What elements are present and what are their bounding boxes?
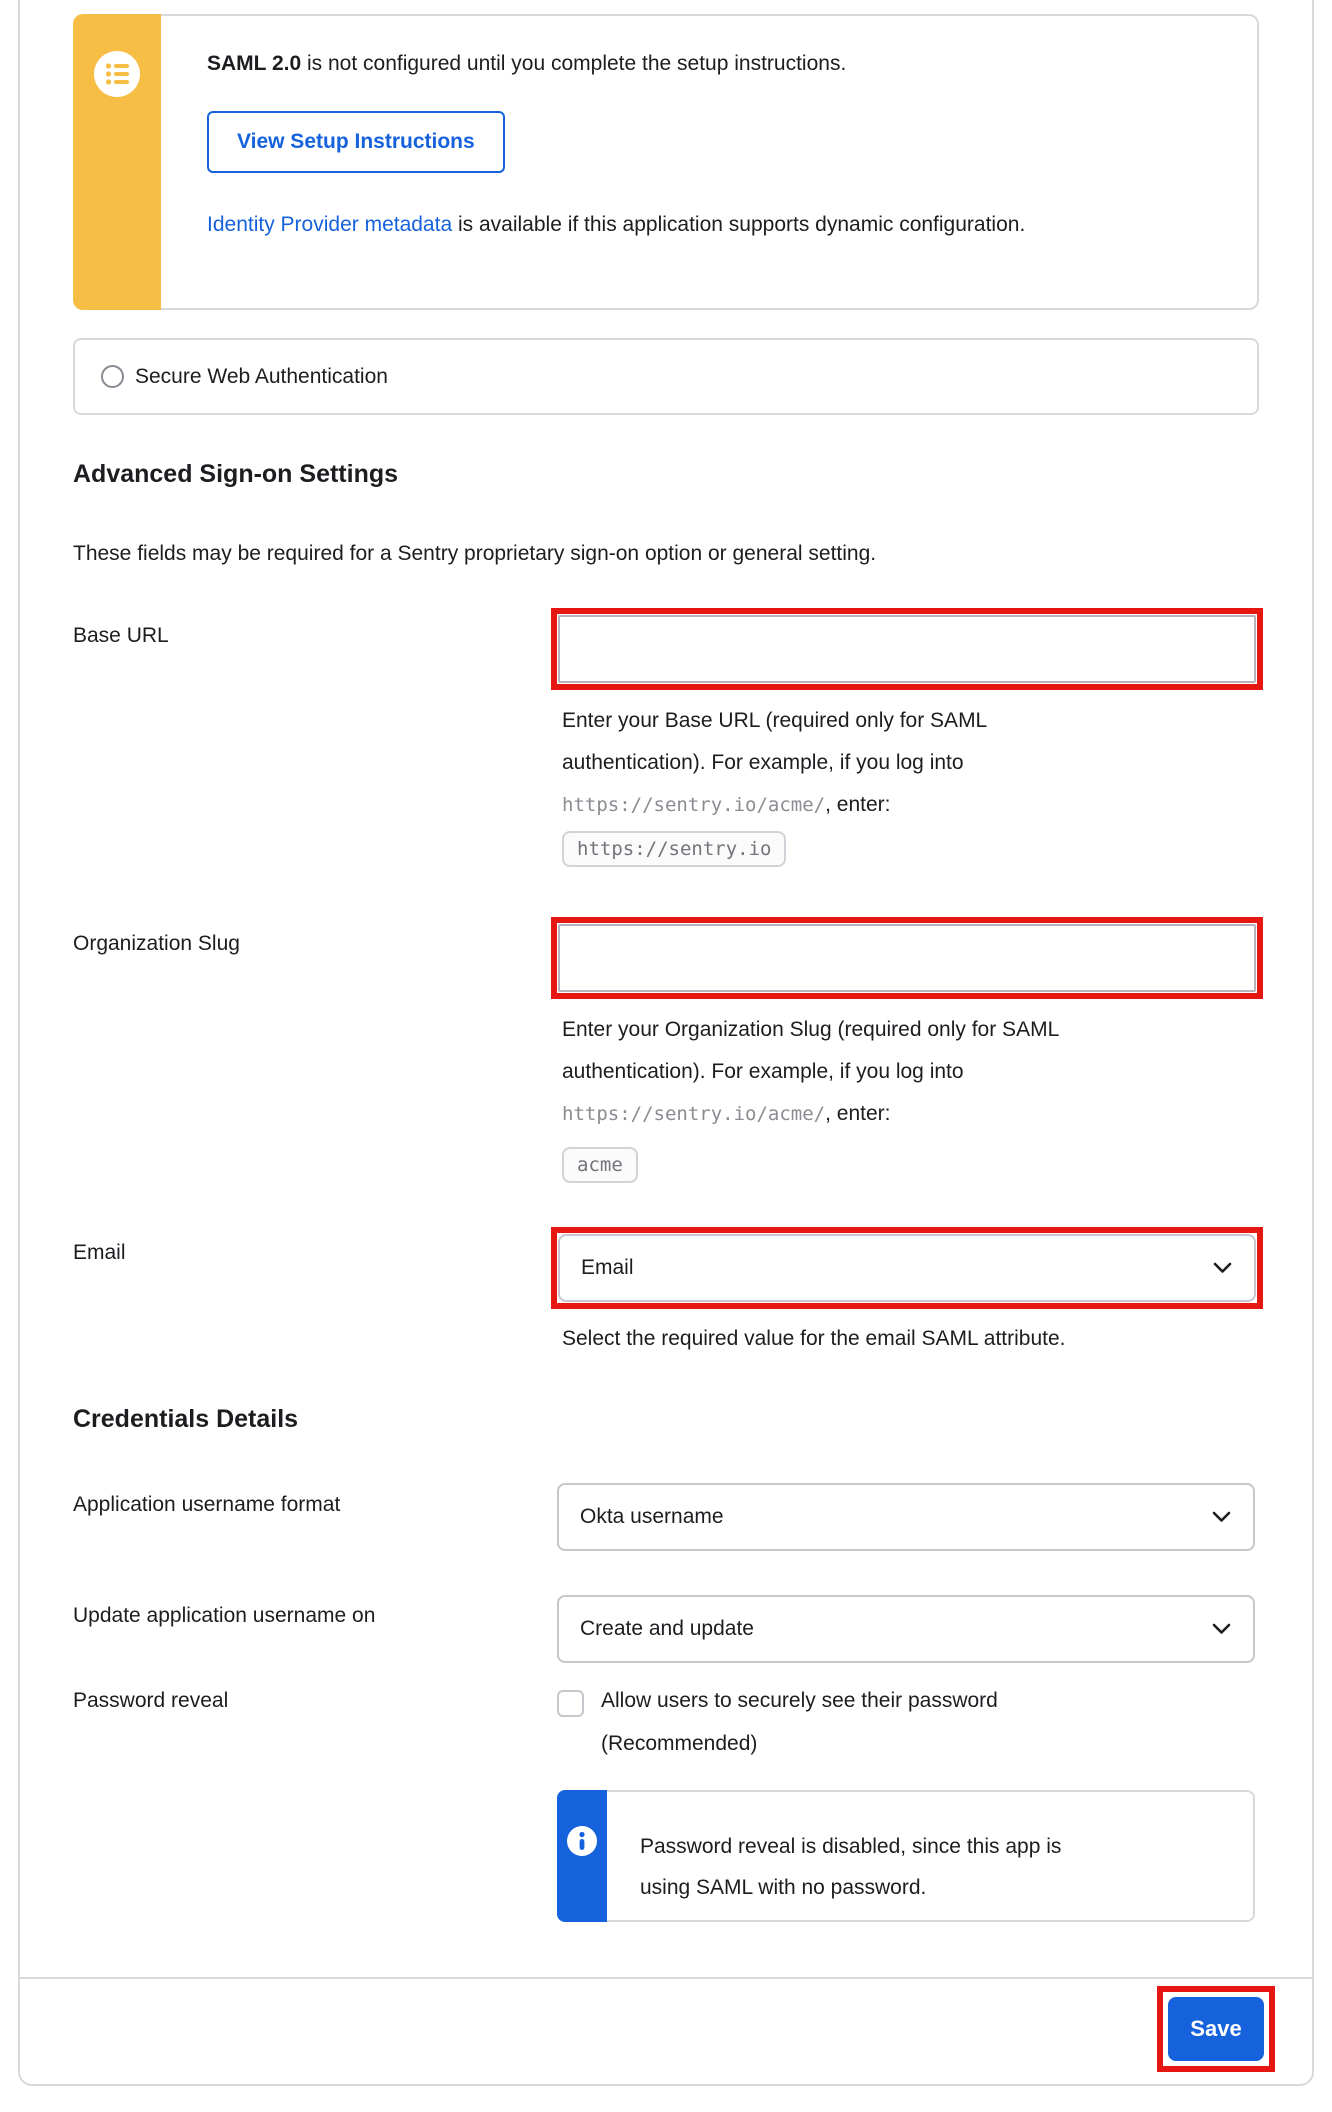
chevron-down-icon [1212,1511,1231,1523]
update-username-label: Update application username on [73,1604,376,1627]
username-format-label: Application username format [73,1493,341,1516]
email-select-highlight [551,1227,1263,1309]
org-slug-help-code: https://sentry.io/acme/ [562,1103,826,1125]
username-format-value: Okta username [580,1505,724,1528]
saml-warning-banner [73,14,1259,310]
save-button-highlight [1157,1986,1275,2072]
swa-option-row[interactable] [73,338,1259,415]
update-username-select[interactable] [557,1595,1255,1663]
update-username-select-wrap [557,1595,1255,1663]
base-url-highlight [551,608,1263,690]
org-slug-help-line1: Enter your Organization Slug (required only for SAML [562,1018,1060,1041]
credentials-details-heading: Credentials Details [73,1405,299,1433]
password-reveal-checkbox-text [601,1679,998,1765]
base-url-help-line1: Enter your Base URL (required only for SAML [562,709,988,732]
info-stripe [557,1790,607,1922]
base-url-label: Base URL [73,624,169,647]
info-banner-text [607,1790,1255,1922]
warning-content [161,14,1259,310]
base-url-help-line2: authentication). For example, if you log into [562,751,964,774]
warning-message-bold: SAML 2.0 [207,52,302,75]
email-label: Email [73,1241,126,1264]
base-url-example-chip: https://sentry.io [562,831,786,867]
password-reveal-checkbox[interactable] [557,1690,584,1717]
password-reveal-text-line2: (Recommended) [601,1732,758,1755]
setup-list-icon [94,51,140,97]
save-button[interactable]: Save [1168,1997,1264,2061]
email-select-value: Email [581,1256,634,1279]
username-format-select-wrap [557,1483,1255,1551]
idp-metadata-paragraph [207,203,1027,246]
warning-message [207,49,1217,79]
info-banner-line1: Password reveal is disabled, since this app is [640,1835,1062,1858]
org-slug-help-suffix: , enter: [825,1102,891,1125]
advanced-settings-description: These fields may be required for a Sentry proprietary sign-on option or general setting. [73,542,877,565]
password-reveal-text-line1: Allow users to securely see their password [601,1689,998,1712]
base-url-help-line3 [562,784,987,826]
info-banner-line2: using SAML with no password. [640,1876,927,1899]
org-slug-input[interactable] [558,924,1256,992]
identity-provider-metadata-link[interactable]: Identity Provider metadata [207,213,453,236]
swa-radio-button[interactable] [101,365,124,388]
password-reveal-label: Password reveal [73,1689,229,1712]
idp-metadata-rest: is available if this application supports dynamic configuration. [452,213,1026,236]
org-slug-help-line2: authentication). For example, if you log into [562,1060,964,1083]
chevron-down-icon [1212,1623,1231,1635]
org-slug-highlight [551,917,1263,999]
base-url-help-code: https://sentry.io/acme/ [562,794,826,816]
info-icon [567,1826,597,1856]
advanced-settings-heading: Advanced Sign-on Settings [73,460,399,488]
email-select[interactable] [558,1234,1256,1302]
org-slug-help-line3 [562,1093,1059,1135]
footer-divider [18,1977,1314,1979]
update-username-value: Create and update [580,1617,754,1640]
email-help: Select the required value for the email SAML attribute. [562,1327,1066,1350]
base-url-input[interactable] [558,615,1256,683]
org-slug-help [562,1009,1059,1135]
chevron-down-icon [1213,1262,1232,1274]
password-reveal-info-banner [557,1790,1255,1922]
base-url-help [562,700,987,826]
warning-message-rest: is not configured until you complete the setup instructions. [301,52,847,75]
base-url-help-suffix: , enter: [825,793,891,816]
org-slug-label: Organization Slug [73,932,240,955]
view-setup-instructions-button[interactable]: View Setup Instructions [207,111,505,173]
warning-stripe [73,14,161,310]
swa-option-label: Secure Web Authentication [135,364,388,388]
org-slug-example-chip: acme [562,1147,638,1183]
username-format-select[interactable] [557,1483,1255,1551]
